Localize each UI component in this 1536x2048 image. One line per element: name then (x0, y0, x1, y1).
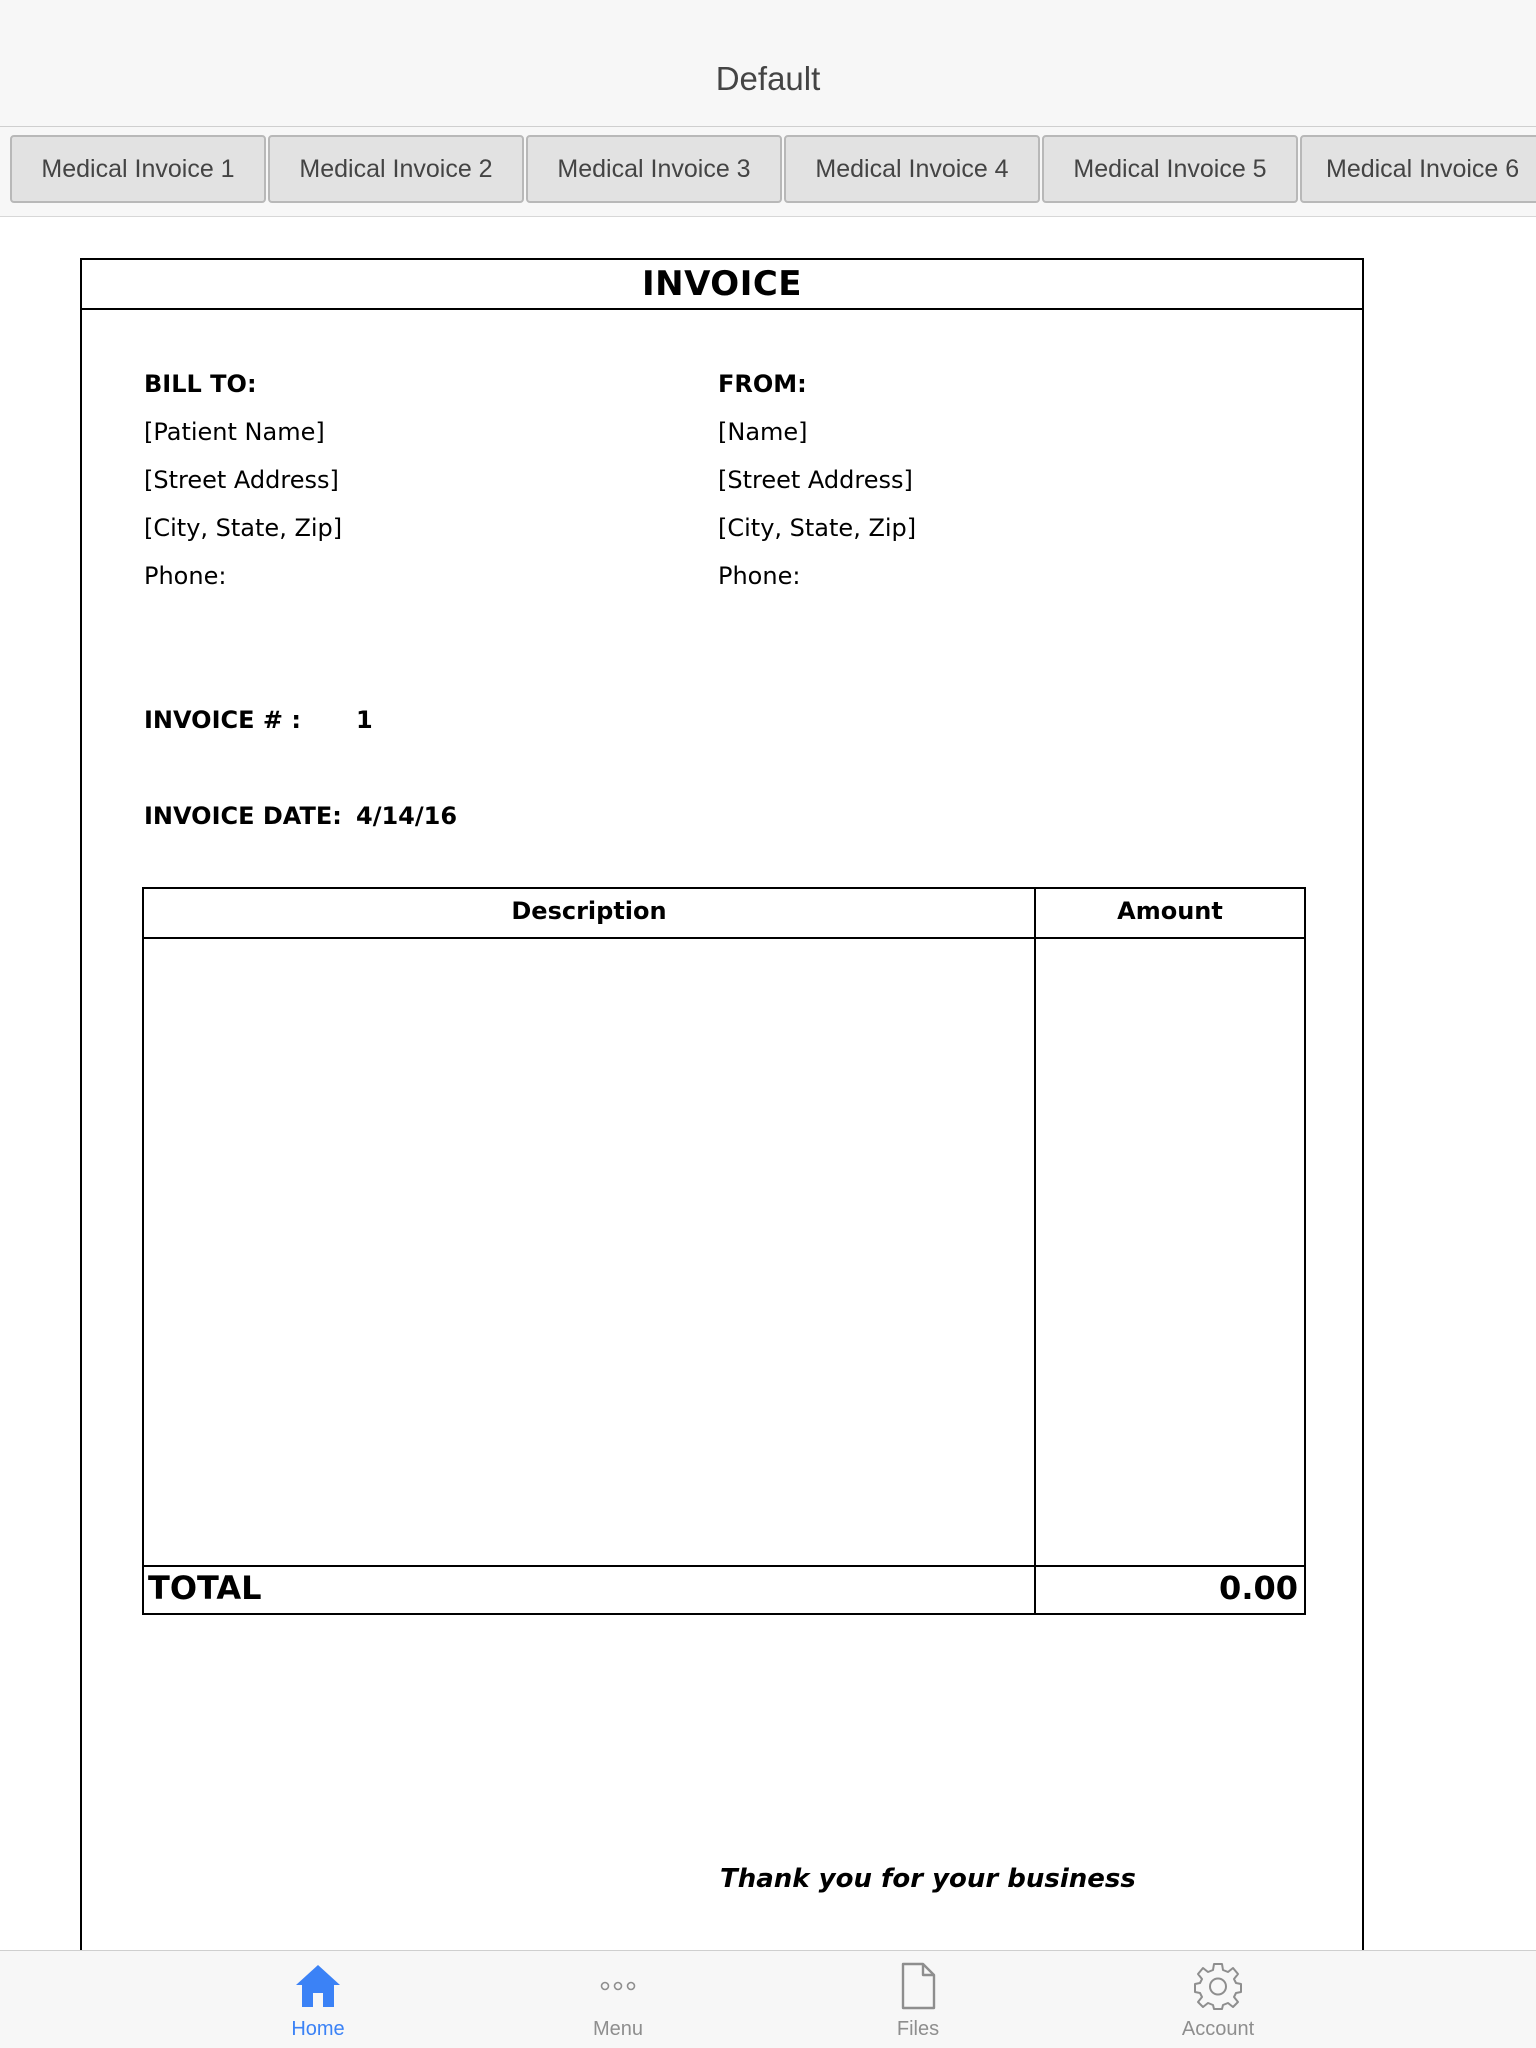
tab-medical-invoice-4[interactable]: Medical Invoice 4 (784, 135, 1040, 203)
bill-to-heading: BILL TO: (144, 370, 257, 398)
app-header (0, 0, 1536, 127)
thank-you-note: Thank you for your business (720, 1864, 1136, 1894)
invoice-document (80, 258, 1364, 2048)
bill-to-street[interactable]: [Street Address] (144, 466, 339, 494)
amount-column-header: Amount (1117, 897, 1223, 925)
invoice-title-bar (82, 260, 1362, 310)
file-icon (893, 1961, 943, 2011)
bill-to-phone[interactable]: Phone: (144, 562, 227, 590)
toolbar-menu-button[interactable] (538, 1951, 698, 2048)
more-icon (593, 1961, 643, 2011)
toolbar-account-label: Account (1181, 2018, 1255, 2040)
total-divider (144, 1565, 1304, 1567)
page-title: Default (715, 60, 821, 97)
column-divider (1034, 889, 1036, 1613)
toolbar-menu-label: Menu (592, 2018, 644, 2040)
description-column-header: Description (511, 897, 667, 925)
tab-medical-invoice-6[interactable]: Medical Invoice 6 (1300, 135, 1536, 203)
invoice-date-label: INVOICE DATE: (144, 802, 342, 830)
gear-icon (1193, 1961, 1243, 2011)
invoice-date-value[interactable]: 4/14/16 (356, 802, 458, 830)
header-divider (144, 937, 1304, 939)
from-name[interactable]: [Name] (718, 418, 808, 446)
from-street[interactable]: [Street Address] (718, 466, 913, 494)
from-city[interactable]: [City, State, Zip] (718, 514, 917, 542)
toolbar-account-button[interactable] (1138, 1951, 1298, 2048)
line-items-table (142, 887, 1306, 1615)
sheet-tab-bar (0, 127, 1536, 217)
tab-medical-invoice-5[interactable]: Medical Invoice 5 (1042, 135, 1298, 203)
toolbar-files-label: Files (896, 2018, 940, 2040)
total-value: 0.00 (1219, 1569, 1298, 1607)
invoice-title: INVOICE (641, 264, 803, 304)
invoice-number-label: INVOICE # : (144, 706, 301, 734)
total-label: TOTAL (148, 1569, 262, 1607)
from-phone[interactable]: Phone: (718, 562, 801, 590)
tab-medical-invoice-1[interactable]: Medical Invoice 1 (10, 135, 266, 203)
bottom-toolbar (0, 1950, 1536, 2048)
from-heading: FROM: (718, 370, 807, 398)
tab-medical-invoice-3[interactable]: Medical Invoice 3 (526, 135, 782, 203)
tab-medical-invoice-2[interactable]: Medical Invoice 2 (268, 135, 524, 203)
home-icon (293, 1961, 343, 2011)
toolbar-home-label: Home (291, 2018, 345, 2040)
toolbar-home-button[interactable] (238, 1951, 398, 2048)
bill-to-city[interactable]: [City, State, Zip] (144, 514, 343, 542)
toolbar-files-button[interactable] (838, 1951, 998, 2048)
bill-to-name[interactable]: [Patient Name] (144, 418, 325, 446)
invoice-number-value[interactable]: 1 (356, 706, 373, 734)
